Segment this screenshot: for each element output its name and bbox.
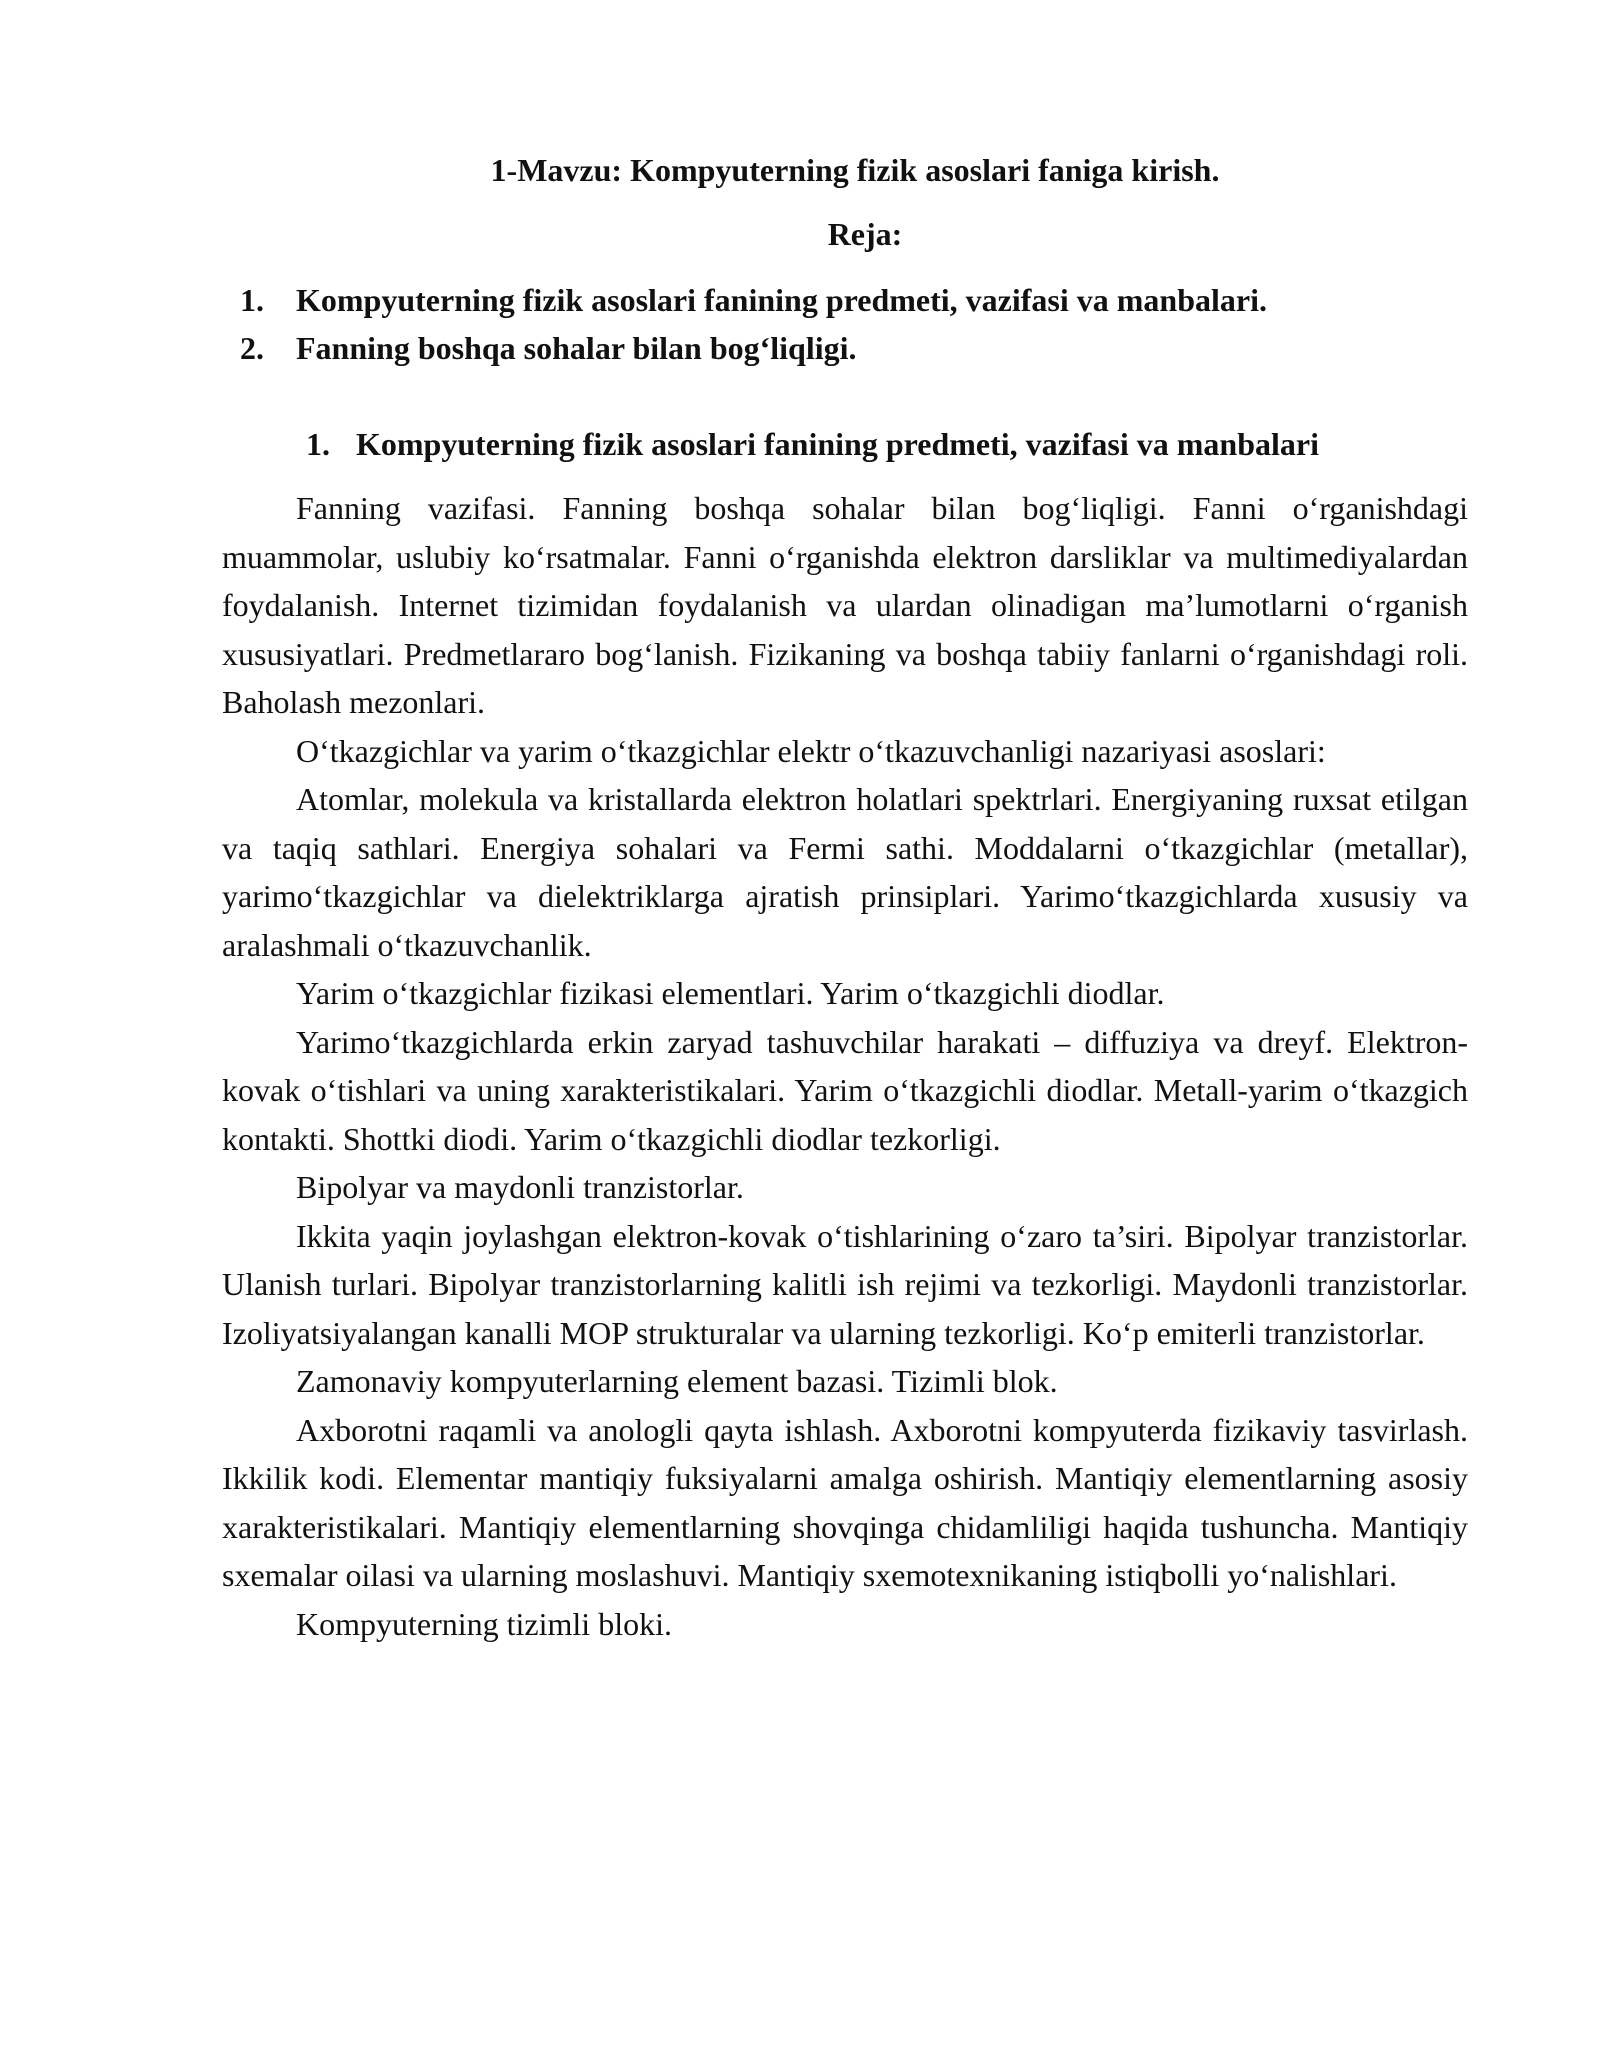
plan-item-text: Fanning boshqa sohalar bilan bog‘liqligi. (296, 330, 857, 366)
paragraph: Fanning vazifasi. Fanning boshqa sohalar bilan bog‘liqligi. Fanni o‘rganishdagi muammolar, uslubiy ko‘rsatmalar. Fanni o‘rganishda elektron darsliklar va multimediyalardan foydalanish. Internet tizimidan foydalanish va ulardan olinadigan ma’lumotlarni o‘rganish xususiyatlari. Predmetlararo bog‘lanish. Fizikaning va boshqa tabiiy fanlarni o‘rganishdagi roli. Baholash mezonlari. (222, 490, 1468, 720)
plan-item (240, 276, 1468, 324)
paragraph: Atomlar, molekula va kristallarda elektron holatlari spektrlari. Energiyaning ruxsat etilgan va taqiq sathlari. Energiya sohalari va Fermi sathi. Moddalarni o‘tkazgichlar (metallar), yarimo‘tkazgichlar va dielektriklarga ajratish prinsiplari. Yarimo‘tkazgichlarda xususiy va aralashmali o‘tkazuvchanlik. (222, 781, 1468, 963)
plan-item-number: 1. (240, 282, 264, 318)
plan-item-text: Kompyuterning fizik asoslari fanining predmeti, vazifasi va manbalari. (296, 282, 1267, 318)
paragraph: Ikkita yaqin joylashgan elektron-kovak o‘tishlarining o‘zaro ta’siri. Bipolyar tranzistorlar. Ulanish turlari. Bipolyar tranzistorlarning kalitli ish rejimi va tezkorligi. Maydonli tranzistorlar. Izoliyatsiyalangan kanalli MOP strukturalar va ularning tezkorligi. Ko‘p emiterli tranzistorlar. (222, 1217, 1468, 1351)
paragraph: O‘tkazgichlar va yarim o‘tkazgichlar elektr o‘tkazuvchanligi nazariyasi asoslari: (296, 732, 1326, 769)
paragraph: Yarim o‘tkazgichlar fizikasi elementlari. Yarim o‘tkazgichli diodlar. (296, 975, 1165, 1011)
paragraph: Zamonaviy kompyuterlarning element bazasi. Tizimli blok. (296, 1363, 1058, 1399)
paragraph: Yarimo‘tkazgichlarda erkin zaryad tashuvchilar harakati – diffuziya va dreyf. Elektron-kovak o‘tishlari va uning xarakteristikalari. Yarim o‘tkazgichli diodlar. Metall-yarim o‘tkazgich kontakti. Shottki diodi. Yarim o‘tkazgichli diodlar tezkorligi. (222, 1023, 1468, 1157)
section-heading-number: 1. (306, 426, 330, 462)
plan-item (240, 324, 1468, 372)
body-text (222, 484, 1468, 1648)
document-page (222, 150, 1468, 1648)
section-heading-text: Kompyuterning fizik asoslari fanining predmeti, vazifasi va manbalari (356, 426, 1319, 462)
section-heading (222, 420, 1468, 468)
paragraph: Kompyuterning tizimli bloki. (296, 1605, 672, 1642)
paragraph: Bipolyar va maydonli tranzistorlar. (296, 1169, 744, 1205)
paragraph: Axborotni raqamli va anologli qayta ishlash. Axborotni kompyuterda fizikaviy tasvirlash. Ikkilik kodi. Elementar mantiqiy fuksiyalarni amalga oshirish. Mantiqiy elementlarning asosiy xarakteristikalari. Mantiqiy elementlarning shovqinga chidamliligi haqida tushuncha. Mantiqiy sxemalar oilasi va ularning moslashuvi. Mantiqiy sxemotexnikaning istiqbolli yo‘nalishlari. (222, 1411, 1468, 1593)
plan-label: Reja: (827, 216, 903, 252)
page-title: 1-Mavzu: Kompyuterning fizik asoslari faniga kirish. (490, 152, 1220, 188)
plan-list (222, 276, 1468, 372)
plan-item-number: 2. (240, 330, 264, 366)
